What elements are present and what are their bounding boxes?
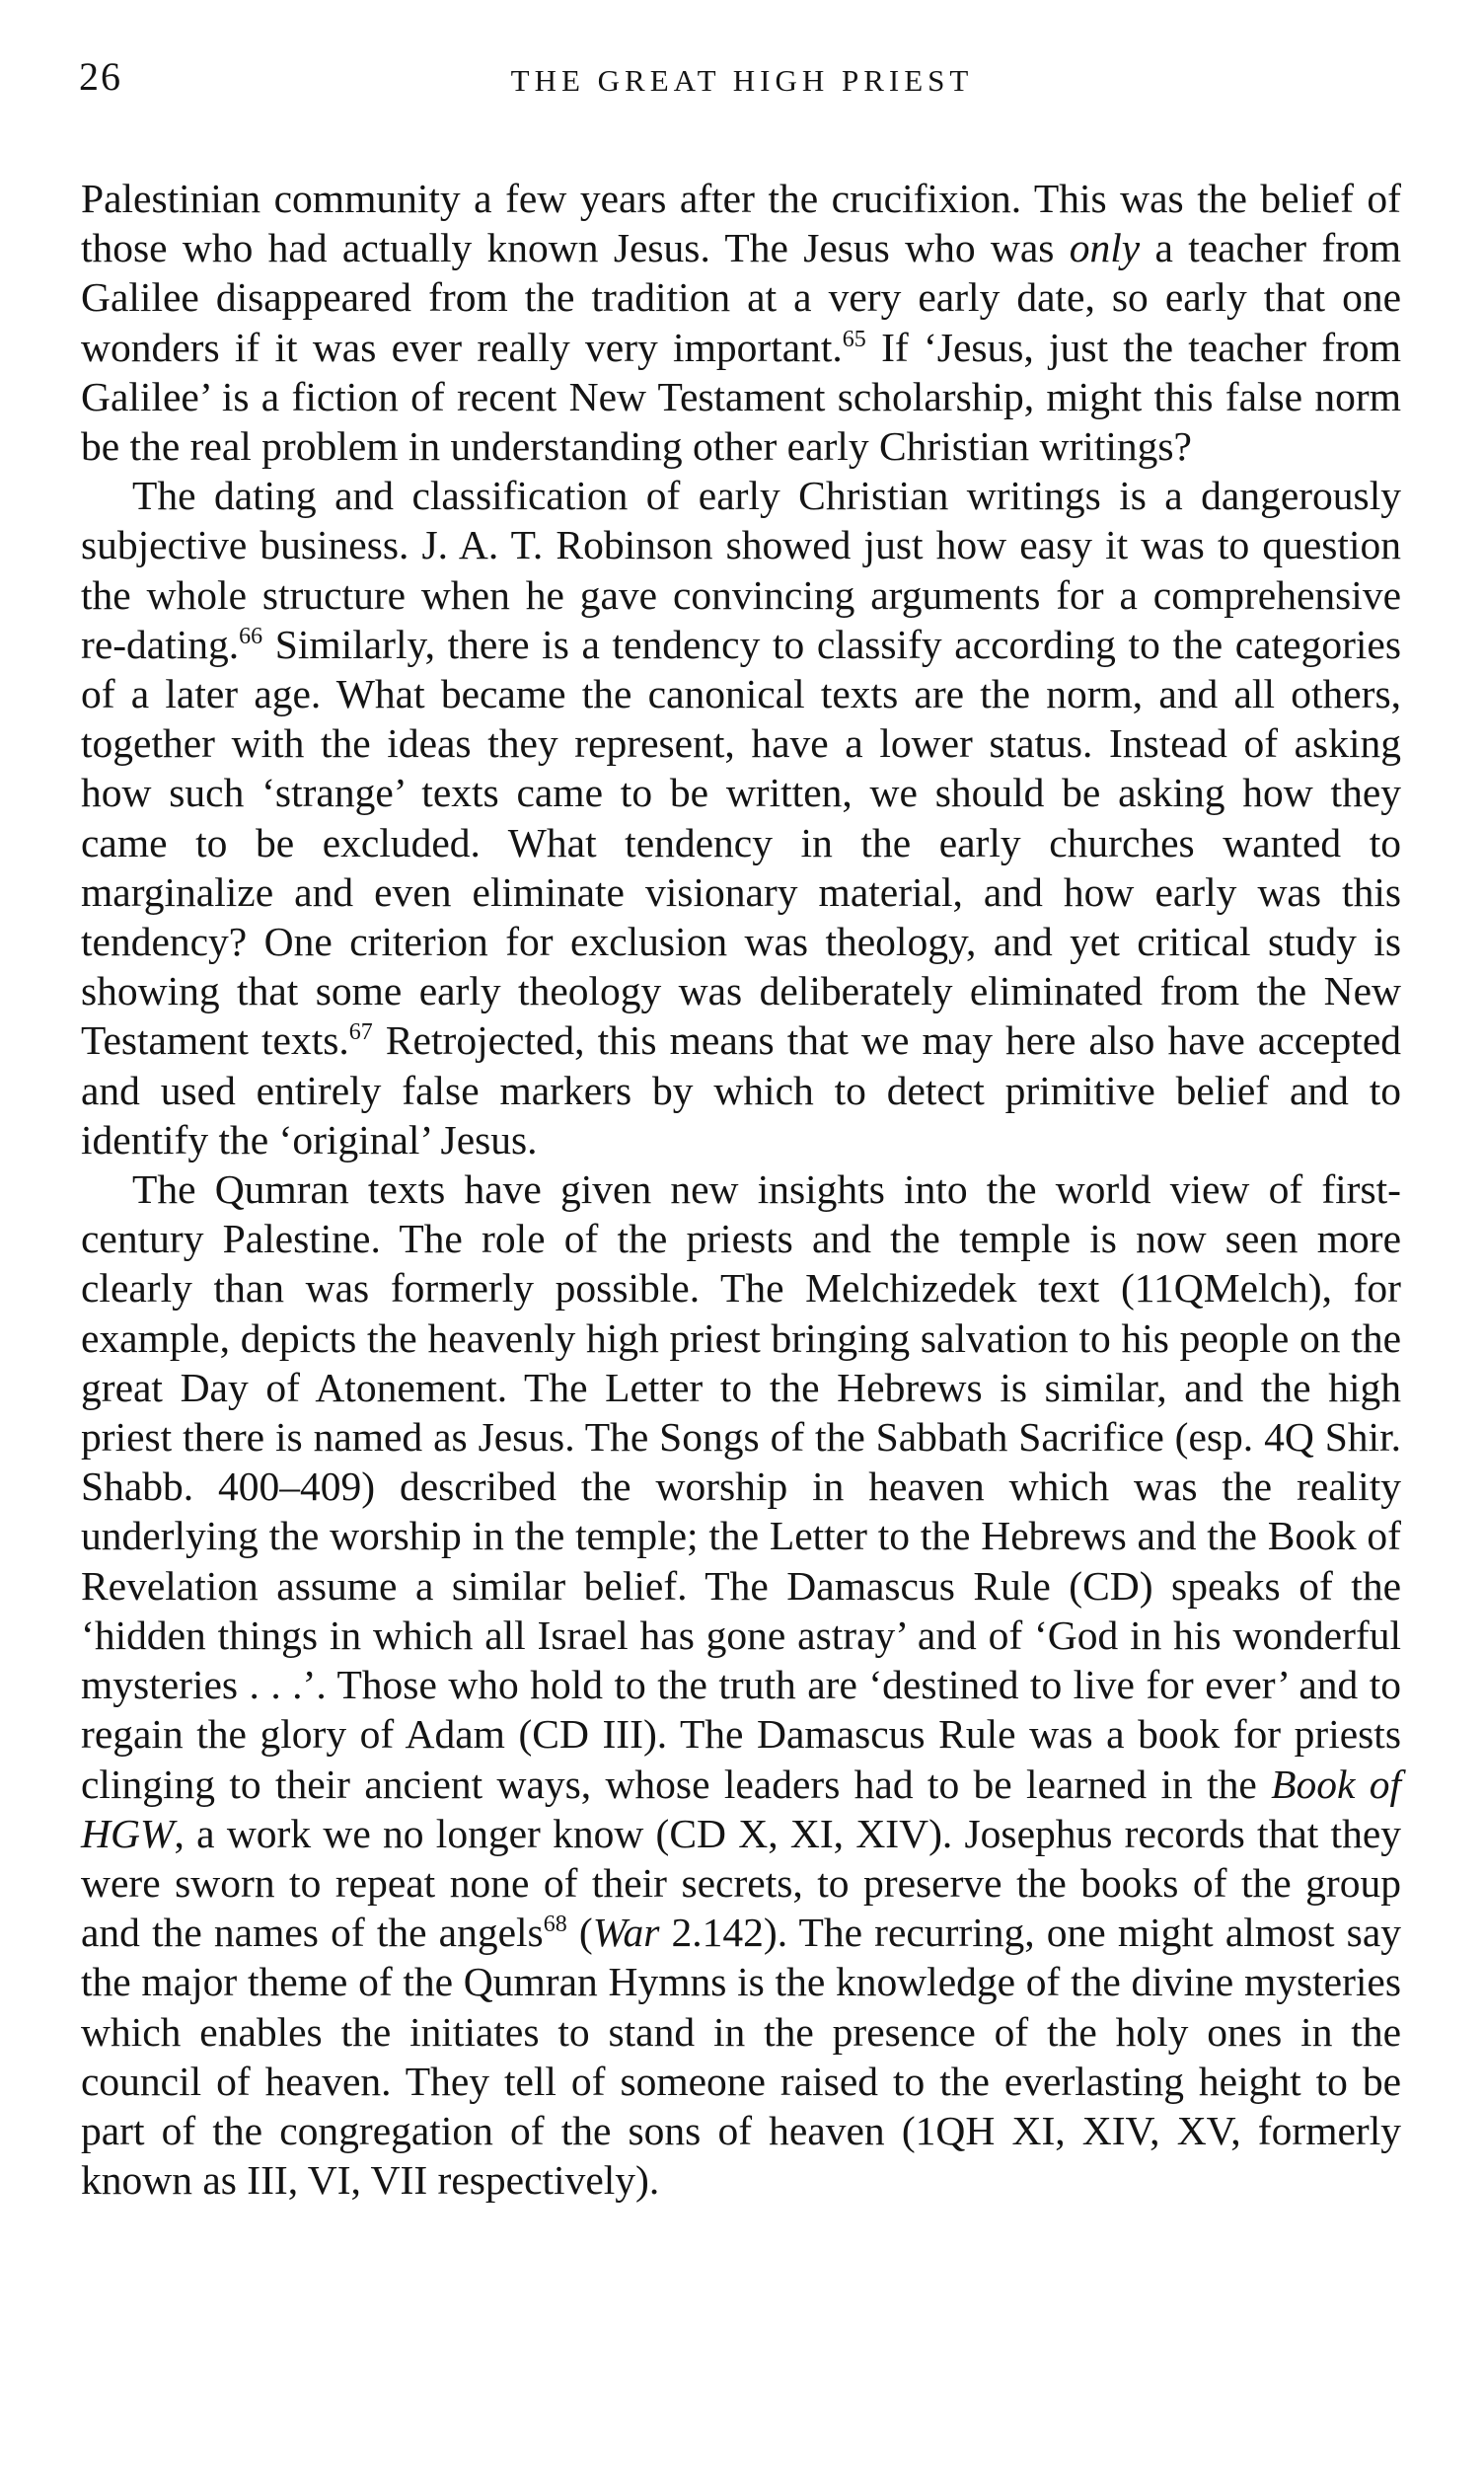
paragraph-3 (81, 1164, 1401, 2205)
page-number: 26 (79, 54, 122, 99)
footnote-ref-68: 68 (543, 1912, 567, 1938)
footnote-ref-65: 65 (842, 326, 866, 352)
emphasis: only (1069, 225, 1141, 271)
text-run: ( (566, 1910, 593, 1956)
body-text (81, 174, 1401, 2205)
paragraph-1 (81, 174, 1401, 471)
footnote-ref-66: 66 (239, 623, 263, 649)
text-run: The dating and classification of early Christian writings is a dangerously subjective business. J. A. T. Robinson showed just how easy it was to question the whole structure when he gave convincing arguments for a comprehensive re-dating. (81, 473, 1401, 667)
text-run: Retrojected, this means that we may here also have accepted and used entirely false markers by which to detect primitive belief and to identify the ‘original’ Jesus. (81, 1017, 1401, 1162)
text-run: , a work we no longer know (CD X, XI, XIV). Josephus records that they were sworn to repeat none of their secrets, to preserve the books of the group and the names of the angels (81, 1810, 1401, 1956)
paragraph-2 (81, 471, 1401, 1164)
text-run: Similarly, there is a tendency to classify according to the categories of a later age. What became the canonical texts are the norm, and all others, together with the ideas they represent, have a lower status. Instead of asking how such ‘strange’ texts came to be written, we should be asking how they came to be excluded. What tendency in the early churches wanted to marginalize and even eliminate visionary material, and how early was this tendency? One criterion for exclusion was theology, and yet critical study is showing that some early theology was deliberately eliminated from the New Testament texts. (81, 621, 1401, 1064)
work-title-italic: War (592, 1910, 660, 1956)
text-run: Palestinian community a few years after the crucifixion. This was the belief of those who had actually known Jesus. The Jesus who was (81, 176, 1401, 271)
text-run: The Qumran texts have given new insights into the world view of first-century Palestine. The role of the priests and the temple is now seen more clearly than was formerly possible. The Melchizedek text (11QMelch), for example, depicts the heavenly high priest bringing salvation to his people on the great Day of Atonement. The Letter to the Hebrews is similar, and the high priest there is named as Jesus. The Songs of the Sabbath Sacrifice (esp. 4Q Shir. Shabb. 400–409) described the worship in heaven which was the reality underlying the worship in the temple; the Letter to the Hebrews and the Book of Revelation assume a similar belief. The Damascus Rule (CD) speaks of the ‘hidden things in which all Israel has gone astray’ and of ‘God in his wonderful mysteries . . .’. Those who hold to the truth are ‘destined to live for ever’ and to regain the glory of Adam (CD III). The Damascus Rule was a book for priests clinging to their ancient ways, whose leaders had to be learned in the (81, 1166, 1401, 1807)
text-run: 2.142). The recurring, one might almost say the major theme of the Qumran Hymns is the knowledge of the divine mysteries which enables the initiates to stand in the presence of the holy ones in the council of heaven. They tell of someone raised to the everlasting height to be part of the congregation of the sons of heaven (1QH XI, XIV, XV, formerly known as III, VI, VII respectively). (81, 1910, 1401, 2204)
running-title: THE GREAT HIGH PRIEST (510, 63, 974, 98)
text-run: If ‘Jesus, just the teacher from Galilee’ is a fiction of recent New Testament scholarship, might this false norm be the real problem in understanding other early Christian writings? (81, 324, 1401, 470)
footnote-ref-67: 67 (348, 1019, 373, 1046)
text-run: a teacher from Galilee disappeared from the tradition at a very early date, so early that one wonders if it was ever really very important. (81, 225, 1401, 370)
book-title-italic: Book of HGW (81, 1761, 1401, 1856)
